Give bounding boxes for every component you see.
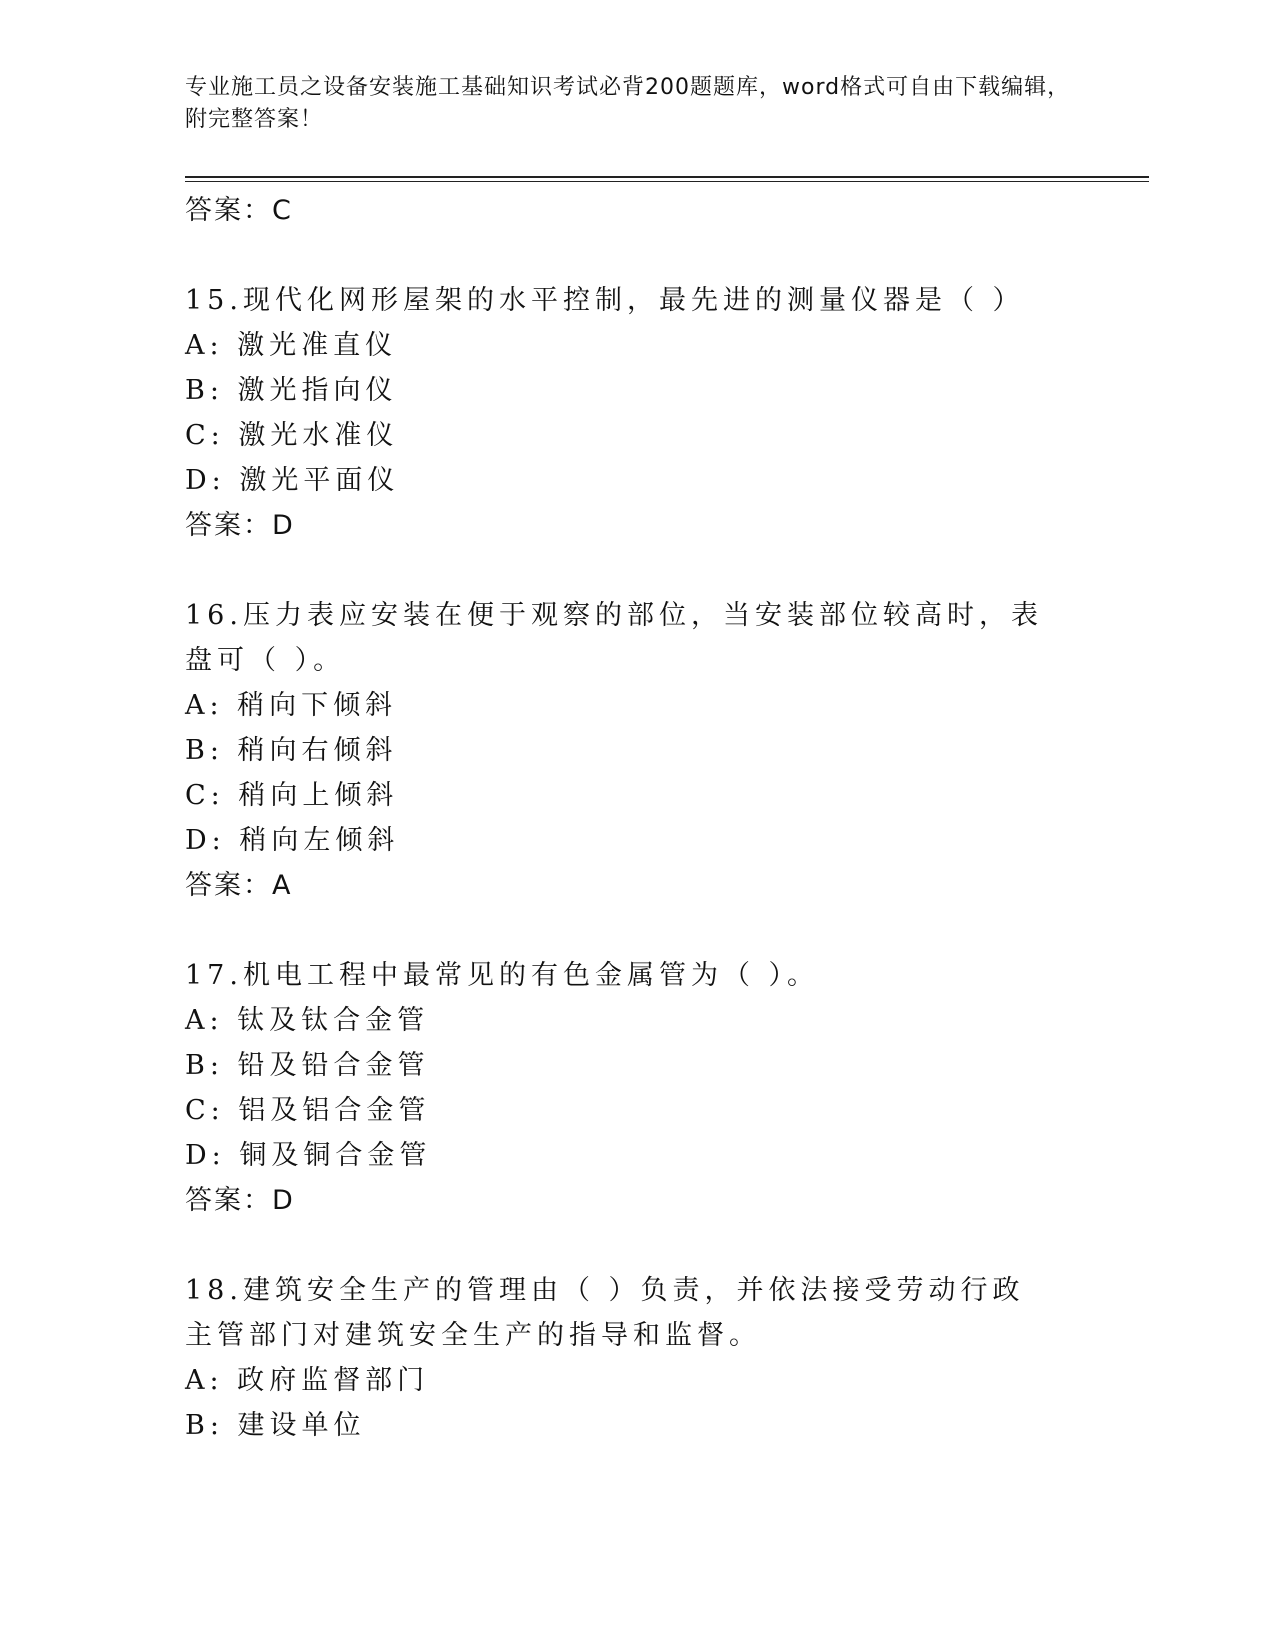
option-b: B: 铅及铅合金管 [185,1050,430,1081]
answer-value: D [272,510,295,541]
answer-label: 答案： [185,1185,272,1216]
option-c: C: 铝及铝合金管 [185,1095,431,1126]
option-c: C: 激光水准仪 [185,420,399,451]
answer-label: 答案： [185,195,272,226]
option-c: C: 稍向上倾斜 [185,780,399,811]
answer-line [185,188,1085,234]
answer-value: A [272,870,293,901]
option-a: A: 钛及钛合金管 [185,1005,430,1036]
option-a: A: 激光准直仪 [185,330,398,361]
option-b: B: 稍向右倾斜 [185,735,398,766]
header-divider-thick [185,176,1149,178]
answer-label: 答案： [185,510,272,541]
question-stem: 17.机电工程中最常见的有色金属管为（ ）。 [185,960,820,991]
option-d: D: 稍向左倾斜 [185,825,400,856]
answer-line [185,1178,1085,1224]
option-d: D: 激光平面仪 [185,465,400,496]
answer-line [185,503,1085,549]
option-b: B: 建设单位 [185,1410,366,1441]
answer-line [185,863,1085,909]
option-b: B: 激光指向仪 [185,375,398,406]
option-d: D: 铜及铜合金管 [185,1140,432,1171]
question-list [185,188,1085,1448]
question-block [185,593,1085,909]
answer-value: C [272,195,293,226]
question-block [185,1268,1085,1448]
answer-label: 答案： [185,870,272,901]
header-divider-thin [185,181,1149,182]
option-a: A: 稍向下倾斜 [185,690,398,721]
question-stem: 15.现代化网形屋架的水平控制，最先进的测量仪器是（ ） [185,285,1025,316]
document-header: 专业施工员之设备安装施工基础知识考试必背200题题库，word格式可自由下载编辑，附完整答案！ [185,75,1071,132]
question-block [185,953,1085,1224]
question-block [185,278,1085,549]
question-stem: 18.建筑安全生产的管理由（ ）负责，并依法接受劳动行政主管部门对建筑安全生产的指导和监督。 [185,1275,1025,1351]
option-a: A: 政府监督部门 [185,1365,430,1396]
answer-value: D [272,1185,295,1216]
question-stem: 16.压力表应安装在便于观察的部位，当安装部位较高时，表盘可（ ）。 [185,600,1043,676]
